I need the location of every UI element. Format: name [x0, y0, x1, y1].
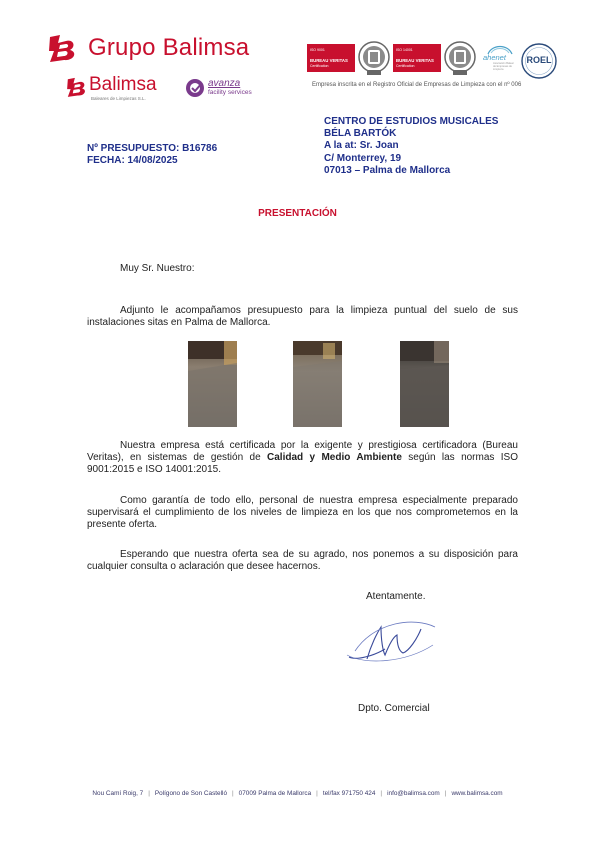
footer-phone: tel/fax 971750 424	[322, 790, 376, 797]
quote-info	[87, 143, 217, 167]
iso-9001-certification-badge	[307, 40, 393, 78]
paragraph-certification-norms: según las normas ISO 9001:2015 e ISO 14001:2015.	[87, 452, 519, 475]
ahenet-subtext: Asociación Balear de Empresas de Limpieza	[493, 62, 514, 71]
paragraph-closing	[87, 549, 518, 573]
avanza-check-icon	[185, 78, 205, 98]
grupo-balimsa-logo	[46, 33, 249, 63]
floor-photo-2	[293, 341, 342, 427]
closing-remark: Atentamente.	[366, 591, 426, 602]
salutation: Muy Sr. Nuestro:	[120, 263, 195, 274]
footer-address-street: Nou Camí Roig, 7	[92, 790, 144, 797]
paragraph-certification-text: Nuestra empresa está certificada por la exigente y prestigiosa certificadora (Bureau Veritas), en sistemas de gestión de	[87, 440, 518, 463]
footer-separator: |	[232, 790, 234, 797]
footer-separator: |	[316, 790, 318, 797]
partner-logo-line1: avanza	[208, 78, 241, 89]
recipient-name-line1: CENTRO DE ESTUDIOS MUSICALES	[324, 116, 499, 127]
brand-logo-text: Balimsa	[89, 74, 157, 95]
paragraph-intro-text: Adjunto le acompañamos presupuesto para la limpieza puntual del suelo de sus instalaciones sitas en Palma de Mallorca.	[87, 305, 518, 328]
footer-separator: |	[148, 790, 150, 797]
cert-label: Certification	[396, 64, 415, 68]
cert-standard: ISO 9001	[310, 48, 325, 52]
paragraph-intro	[87, 305, 518, 329]
recipient-street: C/ Monterrey, 19	[324, 152, 402, 164]
quote-date: FECHA: 14/08/2025	[87, 155, 178, 167]
roel-text: ROEL	[526, 55, 552, 65]
cert-body: BUREAU VERITAS	[310, 58, 348, 63]
floor-photo-1	[188, 341, 237, 427]
ahenet-association-logo	[482, 42, 516, 76]
recipient-attention: A la at: Sr. Joan	[324, 140, 399, 152]
section-title: PRESENTACIÓN	[258, 208, 337, 219]
roel-logo	[520, 42, 558, 80]
cert-standard: ISO 14001	[396, 48, 413, 52]
group-logo-text: Grupo Balimsa	[88, 34, 250, 61]
floor-photo-3	[400, 341, 449, 427]
recipient-name-line2: BÉLA BARTÓK	[324, 128, 397, 140]
paragraph-closing-text: Esperando que nuestra oferta sea de su agrado, nos ponemos a su disposición para cualquier consulta o aclaración que desee hacernos.	[87, 549, 518, 572]
iso-14001-certification-badge	[393, 40, 479, 78]
paragraph-certification	[87, 440, 518, 476]
footer-separator: |	[380, 790, 383, 797]
footer-separator: |	[444, 790, 447, 797]
paragraph-guarantee	[87, 495, 518, 531]
balimsa-b-small-icon	[65, 76, 89, 98]
recipient-address	[324, 116, 498, 177]
footer-postal-city: 07009 Palma de Mallorca	[238, 790, 312, 797]
handwritten-signature	[345, 615, 437, 665]
ahenet-text: ahenet	[483, 53, 506, 62]
footer-industrial-estate: Polígono de Son Castelló	[154, 790, 227, 797]
avanza-logo	[185, 78, 252, 98]
footer-email-link[interactable]: info@balimsa.com	[387, 790, 440, 797]
paragraph-guarantee-text: Como garantía de todo ello, personal de nuestra empresa especialmente preparado supervisará el cumplimiento de los niveles de limpieza en los que nos comprometemos en la presente oferta.	[87, 495, 518, 530]
recipient-city: 07013 – Palma de Mallorca	[324, 164, 451, 176]
footer-website-link[interactable]: www.balimsa.com	[451, 790, 503, 797]
department-signature: Dpto. Comercial	[358, 703, 430, 714]
brand-logo-subtitle: Baleares de Limpiezas S.L.	[91, 96, 146, 101]
registry-note: Empresa inscrita en el Registro Oficial de Empresas de Limpieza con el nº 006	[312, 82, 522, 88]
quote-number: Nº PRESUPUESTO: B16786	[87, 143, 218, 154]
balimsa-b-mark-icon	[46, 33, 80, 63]
cert-body: BUREAU VERITAS	[396, 58, 434, 63]
bureau-veritas-seal-icon	[443, 40, 477, 76]
bureau-veritas-seal-icon	[357, 40, 391, 76]
partner-logo-line2: facility services	[208, 89, 252, 96]
quality-environment-text: Calidad y Medio Ambiente	[267, 452, 402, 463]
footer-contact-bar	[0, 790, 595, 797]
cert-label: Certification	[310, 64, 329, 68]
